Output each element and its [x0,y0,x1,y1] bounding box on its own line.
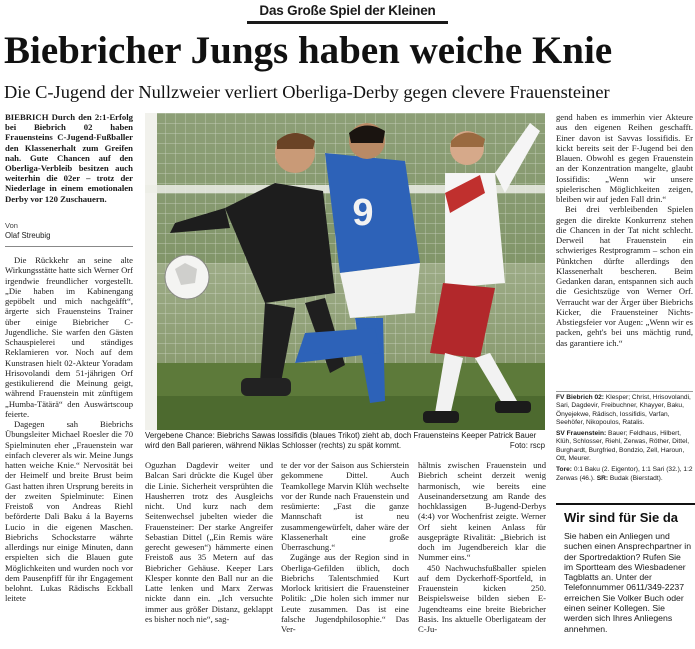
lineup-team2: SV Frauenstein: Bauer; Feldhaus, Hilbert, Klüh, Schlosser, Riehl, Zerwas, Röther, Dittel, Burghardt, Burgfried, Bondzio, Zell, Haroun, Ott, Meurer. [556,430,690,463]
body-paragraph: Zugänge aus der Region sind in Oberliga-Gefilden üblich, doch Biebrichs Talentschmied Kurt Morlock kritisiert die Frauensteiner Politik: „Die holen sich immer nur Leute zusammen. Das ist eine falsche Jugendphilosophie.“ Das Ver- [281,552,409,634]
photo-caption-text: Vergebene Chance: Biebrichs Sawas Iossifidis (blaues Trikot) zieht ab, doch Frauensteins Keeper Patrick Bauer wird den Ball parieren, während Niklas Schlosser (rechts) zu spät kommt. [145,431,537,450]
body-paragraph: gend haben es immerhin vier Akteure aus den eigenen Reihen geschafft. Einer davon ist Savvas Iossifidis. Er kickt bereits seit der F-Jugend bei den Blauen. Obwohl es gegen Frauenstein an der Konzentration mangelte, glaubt Iossifidis: „Wenn wir unsere spielerischen Möglichkeiten zeigen, bleiben wir auf jeden Fall drin.“ [556,112,693,204]
lead-text: Durch den 2:1-Erfolg bei Biebrich 02 haben Frauensteins C-Jugend-Fußballer den Klassenerhalt zum Greifen nah. Gute Chancen auf den Oberliga-Verbleib besitzen auch weiterhin die 02er – trotz der Niederlage in einem emotionalen Derby vor 120 Zuschauern. [5,112,133,204]
body-paragraph: Dagegen sah Biebrichs Übungsleiter Michael Roesler die 70 Spielminuten eher „Frauenstein war einfach cleverer als wir. Meine Jungs hatten weiche Knie.“ Nervosität bei der Heimelf und breite Brust beim Gast hatten ihren Ursprung bereits in der zweiten Spielminute: Einen Freistoß von Andreas Riehl beförderte Dali Baku á la Bayerns Lucio in die eigenen Maschen. Biebrichs Schockstarre währte allerdings nur einige Minuten, dann erspielten sich die Blauen gute Möglichkeiten und wurden noch vor dem Pausenpfiff für ihr Engagement belohnt. Lukas Rädischs Eckball leitete [5,419,133,604]
lineup-goals: Tore: 0:1 Baku (2. Eigentor), 1:1 Sari (32.), 1:2 Zerwas (46.). SR: Budak (Bierstadt). [556,466,693,482]
kicker-underline [247,21,448,24]
photo-caption [145,431,545,450]
article-lead [5,112,133,204]
player-jersey-number: 9 [352,192,374,234]
body-paragraph: 450 Nachwuchsfußballer spielen auf dem Dyckerhoff-Sportfeld, in Frauenstein kicken 250. Beispielsweise bilden sieben E-Jugendteams eine breite Biebricher Basis. Ins aktuelle Oberligateam der C-Ju- [418,562,546,634]
body-column-4 [418,460,546,634]
lineup-team1: FV Biebrich 02: Klesper; Christ, Hrisovolandi, Sari, Dagdevir, Freibuchner, Khayyer, Baku, Önyejekwe, Rädisch, Iossifidis, Varfan, Seehöfer, Nikopoulos, Ratalis. [556,394,691,426]
body-paragraph: Bei drei verbleibenden Spielen gegen die direkte Konkurrenz stehen die Chancen in der Tat nicht schlecht. Derweil hat Frauenstein ein schwieriges Restprogramm – schon ein Pünktchen dürfte allerdings den Klassenerhalt bescheren. Beim Gedanken daran, entspannen sich auch die Gesichtszüge von Werner Orf. Verraucht war der Ärger über Biebrichs Kicker, die Frauensteiner Nichts-Abstiegsfeier vor Augen: „Wenn wir es packen, geht's bei uns mächtig rund, das garantiere ich.“ [556,204,693,348]
body-column-2 [145,460,273,624]
body-column-1 [5,255,133,604]
article-subheadline: Die C-Jugend der Nullzweier verliert Oberliga-Derby gegen clevere Frauensteiner [4,82,610,102]
byline-divider [5,246,133,247]
info-box [556,503,695,649]
lead-dateline: BIEBRICH [5,112,49,122]
info-box-title: Wir sind für Sie da [564,510,679,525]
body-paragraph: Die Rückkehr an seine alte Wirkungsstätte hatte sich Werner Orf irgendwie freundlicher vorgestellt. „Die haben im Kabinengang gepöbelt und mich nachgeäfft“, ärgerte sich Frauensteins Trainer über einige Biebricher C-Jugendliche. Sie warfen den Gästen Schauspielerei und ständiges Reklamieren vor. Noch auf dem Kunstrasen hielt 02-Akteur Yoradam Hrisovolandi dem 51-jährigen Orf gestikulierend die Meinung geigt, während Frauenstein mit zünftigem „Humba-Tätärä“ den Auswärtscoup feierte. [5,255,133,419]
lineup-top-divider [556,391,693,392]
body-column-3 [281,460,409,634]
match-photo-illustration [145,113,545,430]
body-paragraph: te der vor der Saison aus Schierstein gekommene Dittel. Auch Teamkollege Marvin Klüh wechselte vor der Runde nach Frauenstein und resümierte: „Fast die ganze Mannschaft ist neu zusammengewürfelt, daher wäre der Klassenerhalt eine große Überraschung.“ [281,460,409,552]
article-headline: Biebricher Jungs haben weiche Knie [4,29,613,72]
byline-label: Von [5,221,18,230]
body-paragraph: hältnis zwischen Frauenstein und Biebrich scheint derzeit wenig harmonisch, wie bereits eine Auseinandersetzung am Rande des hochklassigen B-Jugend-Derbys (4:4) vor Wochenfrist zeigte. Werner Orf sieht keinen Anlass für ausgeprägte Rivalität: „Biebrich ist doch im Jugendbereich klar die Nummer eins.“ [418,460,546,563]
body-column-5 [556,112,693,348]
body-paragraph: Oguzhan Dagdevir weiter und Balcan Sari drückte die Kugel über die Linie. Sicherheit versprühten die Hausherren trotz des Ausgleichs nicht. Und kurz nach dem Seitenwechsel jubelten wieder die Frauensteiner: Der starke Angreifer Sebastian Dittel („Ein Remis wäre gerecht gewesen“) hämmerte einen Freistoß aus 35 Metern auf das Biebricher Gehäuse. Keeper Lars Klesper konnte den Ball nur an die Latte lenken und Marx Zerwas nickte dann ein. „Ich versuchte immer aus größer Distanz, geklappt es bisher noch nie“, sag- [145,460,273,624]
photo-credit: Foto: rscp [509,440,545,450]
info-box-text: Sie haben ein Anliegen und suchen einen Ansprechpartner in der Sportredaktion? Rufen Sie im Sportteam des Wiesbadener Tagblatts an. Unter der Telefonnummer 0611/349-2237 erreichen Sie Volker Buch oder einen seiner Kollegen. Sie werden sich Ihres Anliegens annehmen. [564,531,692,634]
lineup-box [556,394,693,483]
section-kicker: Das Große Spiel der Kleinen [259,3,436,18]
info-box-top-rule [556,503,695,505]
article-photo [145,113,545,430]
byline-author: Olaf Streubig [5,231,51,240]
